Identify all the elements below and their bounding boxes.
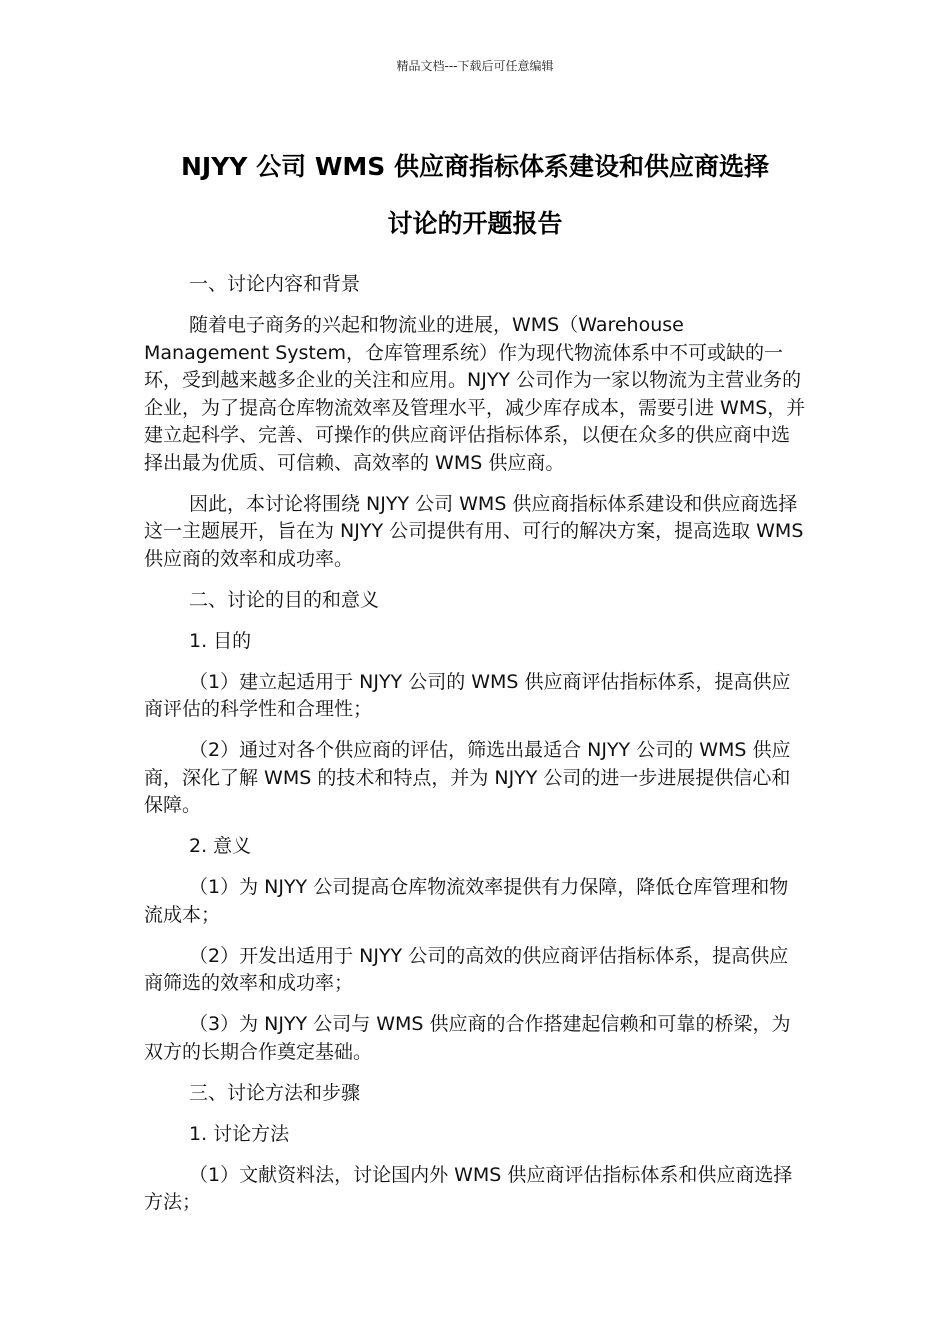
subheading-significance: 2. 意义 xyxy=(189,835,252,857)
title-line-2: 讨论的开题报告 xyxy=(387,209,563,238)
method-item-1: （1）文献资料法，讨论国内外 WMS 供应商评估指标体系和供应商选择方法； xyxy=(144,1163,793,1213)
section-heading-3: 三、讨论方法和步骤 xyxy=(189,1081,361,1104)
goal-item-1: （1）建立起适用于 NJYY 公司的 WMS 供应商评估指标体系，提高供应商评估的科学性和合理性； xyxy=(144,670,791,720)
significance-item-3: （3）为 NJYY 公司与 WMS 供应商的合作搭建起信赖和可靠的桥梁，为双方的长期合作奠定基础。 xyxy=(144,1013,791,1063)
goal-item-2: （2）通过对各个供应商的评估，筛选出最适合 NJYY 公司的 WMS 供应商，深化了解 WMS 的技术和特点，并为 NJYY 公司的进一步进展提供信心和保障。 xyxy=(144,739,791,816)
subheading-goals: 1. 目的 xyxy=(189,629,252,652)
document-title xyxy=(100,138,850,252)
significance-item-2: （2）开发出适用于 NJYY 公司的高效的供应商评估指标体系，提高供应商筛选的效率和成功率； xyxy=(144,944,789,994)
section-heading-2: 二、讨论的目的和意义 xyxy=(189,588,380,611)
subheading-methods: 1. 讨论方法 xyxy=(189,1122,290,1145)
document-body xyxy=(144,271,806,1230)
paragraph-purpose: 因此，本讨论将围绕 NJYY 公司 WMS 供应商指标体系建设和供应商选择这一主题展开，旨在为 NJYY 公司提供有用、可行的解决方案，提高选取 WMS 供应商的效率和成功率。 xyxy=(144,492,804,570)
title-line-1: NJYY 公司 WMS 供应商指标体系建设和供应商选择 xyxy=(180,152,769,181)
significance-item-1: （1）为 NJYY 公司提高仓库物流效率提供有力保障，降低仓库管理和物流成本； xyxy=(144,876,789,926)
section-heading-1: 一、讨论内容和背景 xyxy=(189,273,361,295)
page-header: 精品文档---下载后可任意编辑 xyxy=(396,59,554,73)
paragraph-background: 随着电子商务的兴起和物流业的进展，WMS（Warehouse Management System，仓库管理系统）作为现代物流体系中不可或缺的一环，受到越来越多企业的关注和应用。NJYY 公司作为一家以物流为主营业务的企业，为了提高仓库物流效率及管理水平，减少库存成本，需要引进 WMS，并建立起科学、完善、可操作的供应商评估指标体系，以便在众多的供应商中选择出最为优质、可信赖、高效率的 WMS 供应商。 xyxy=(144,314,806,474)
